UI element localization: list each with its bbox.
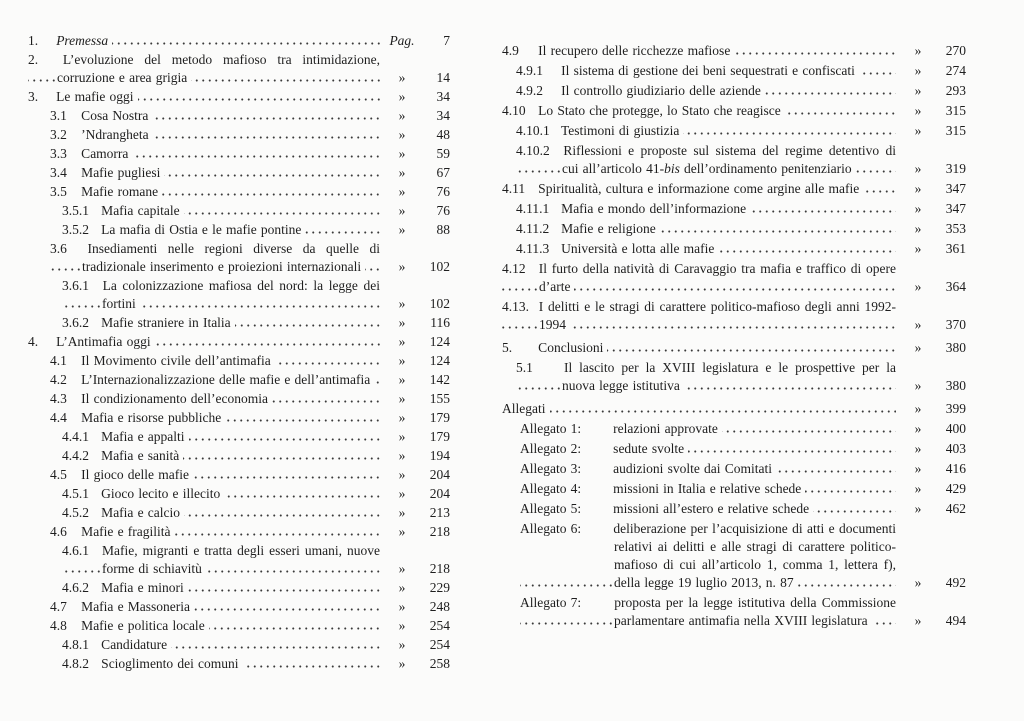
entry-title: 3.6 Insediamenti nelle regioni diverse da quelle di tradizionale inserimento e proiezioni internazionali (50, 241, 380, 274)
page-number: 88 (436, 222, 450, 237)
toc-entry (502, 82, 966, 100)
entry-number: 4.11.1 (516, 201, 550, 216)
page-column-marker: » (914, 421, 922, 436)
page-number: 76 (436, 184, 450, 199)
toc-entry (28, 617, 450, 635)
entry-number: 4.11.3 (516, 241, 550, 256)
page-column-marker: » (914, 340, 922, 355)
page-column-marker: » (914, 441, 922, 456)
page-number: 179 (429, 429, 450, 444)
toc-entry (502, 594, 966, 630)
toc-entry (502, 440, 966, 458)
page-column-marker: » (914, 575, 922, 590)
entry-title: 4.13. I delitti e le stragi di carattere politico-mafioso degli anni 1992-1994 (502, 299, 896, 332)
toc-entry (502, 102, 966, 120)
toc-entry (28, 240, 450, 276)
entry-title: 4.11.1 Mafia e mondo dell’informazione (516, 200, 896, 218)
page-number: 293 (945, 83, 966, 98)
entry-title: 4.9.2 Il controllo giudiziario delle aziende (516, 82, 896, 100)
entry-title: 4.9.1 Il sistema di gestione dei beni sequestrati e confiscati (516, 62, 896, 80)
entry-title: 3.6.1 La colonizzazione mafiosa del nord: la legge dei fortini (62, 278, 380, 311)
entry-number: Allegato 4: (520, 481, 582, 496)
toc-column-left (28, 26, 450, 721)
entry-number: 3.3 (50, 146, 67, 161)
page-number: 142 (429, 372, 450, 387)
page-number: 229 (429, 580, 450, 595)
page-column-marker: » (914, 201, 922, 216)
page-column-marker: » (398, 108, 406, 123)
page-number: 315 (945, 123, 966, 138)
entry-title: Allegato 7: proposta per la legge istitutiva della Commissione parlamentare antimafia nella XVIII legislatura (520, 595, 896, 628)
page-column-marker: » (914, 221, 922, 236)
entry-number: Allegato 2: (520, 441, 582, 456)
toc-entry (502, 62, 966, 80)
page-column-marker: » (914, 501, 922, 516)
entry-title: Allegato 3: audizioni svolte dai Comitati (520, 460, 896, 478)
toc-entry (28, 221, 450, 239)
page-column-marker: » (914, 161, 922, 176)
page-column-marker: » (398, 89, 406, 104)
page-column-marker: » (398, 372, 406, 387)
page-column-marker: » (398, 429, 406, 444)
entry-number: 4.6.1 (62, 543, 89, 558)
page-number: 347 (945, 201, 966, 216)
toc-entry (28, 542, 450, 578)
entry-number: 4.2 (50, 372, 67, 387)
page-number: 319 (945, 161, 966, 176)
entry-title: 5.1 Il lascito per la XVIII legislatura e le prospettive per la nuova legge istitutiva (516, 360, 896, 393)
toc-entry (502, 400, 966, 418)
toc-entry (28, 126, 450, 144)
entry-number: Allegato 7: (520, 595, 582, 610)
entry-title: Allegato 2: sedute svolte (520, 440, 896, 458)
entry-number: 4.9 (502, 43, 519, 58)
toc-entry (28, 655, 450, 673)
page-number: 218 (429, 561, 450, 576)
entry-number: 4.11.2 (516, 221, 550, 236)
entry-number: 4.6.2 (62, 580, 89, 595)
page-column-marker: » (398, 599, 406, 614)
entry-number: Allegato 1: (520, 421, 582, 436)
entry-number: Allegato 6: (520, 521, 582, 536)
toc-entry (28, 371, 450, 389)
page-number: 34 (436, 108, 450, 123)
entry-number: 3.1 (50, 108, 67, 123)
entry-number: 3.6.1 (62, 278, 89, 293)
toc-entry (502, 298, 966, 334)
toc-entry (28, 390, 450, 408)
entry-number: 4.8.2 (62, 656, 89, 671)
toc-entry (28, 428, 450, 446)
page-column-marker: » (914, 123, 922, 138)
entry-title: 3.5.2 La mafia di Ostia e le mafie pontine (62, 221, 380, 239)
toc-entry (502, 359, 966, 395)
page-column-marker: » (914, 241, 922, 256)
page-column-marker: » (914, 181, 922, 196)
entry-title: 4.7 Mafia e Massoneria (50, 598, 380, 616)
entry-title: Allegato 6: deliberazione per l’acquisizione di atti e documenti relativi ai delitti e alle stragi di carattere politico-mafioso di cui all’articolo 1, comma 1, lettera f), della legge 19 luglio 2013, n. 87 (520, 521, 896, 590)
entry-title: 4.6.2 Mafia e minori (62, 579, 380, 597)
page-number: 254 (429, 618, 450, 633)
toc-entry (28, 183, 450, 201)
page-number: 403 (945, 441, 966, 456)
entry-title: 4.11.3 Università e lotta alle mafie (516, 240, 896, 258)
page-column-marker: » (398, 315, 406, 330)
toc-entry (502, 122, 966, 140)
page-number: 380 (945, 378, 966, 393)
page-number: 204 (429, 486, 450, 501)
toc-entry (502, 240, 966, 258)
page-column-marker: » (398, 184, 406, 199)
entry-number: 4.10.2 (516, 143, 550, 158)
page-number: 364 (945, 279, 966, 294)
entry-number: 2. (28, 52, 39, 67)
entry-title: 2. L’evoluzione del metodo mafioso tra intimidazione, corruzione e area grigia (28, 52, 380, 85)
entry-number: 4.5.1 (62, 486, 89, 501)
entry-title: 4.5.1 Gioco lecito e illecito (62, 485, 380, 503)
page-column-marker: » (914, 461, 922, 476)
page-number: 492 (945, 575, 966, 590)
page-number: 218 (429, 524, 450, 539)
page-number: 155 (429, 391, 450, 406)
page-column-marker: » (398, 296, 406, 311)
toc-entry (28, 352, 450, 370)
entry-number: 5. (502, 340, 513, 355)
toc-entry (502, 142, 966, 178)
page-number: 254 (429, 637, 450, 652)
entry-number: 3.4 (50, 165, 67, 180)
toc-entry (502, 260, 966, 296)
page-column-marker: » (398, 637, 406, 652)
page-column-marker: » (398, 467, 406, 482)
page-number: 116 (430, 315, 450, 330)
page-column-marker: » (914, 613, 922, 628)
toc-entry (502, 520, 966, 592)
page-number: 274 (945, 63, 966, 78)
page-number: 59 (436, 146, 450, 161)
page-number: 347 (945, 181, 966, 196)
page-column-marker: » (398, 410, 406, 425)
page-column-marker: » (398, 656, 406, 671)
page-number: 34 (436, 89, 450, 104)
entry-title: 3.4 Mafie pugliesi (50, 164, 380, 182)
toc-column-right (502, 26, 966, 721)
page-column-marker: » (398, 165, 406, 180)
toc-entry (28, 145, 450, 163)
toc-entry (502, 180, 966, 198)
page-number: 179 (429, 410, 450, 425)
page-number: 380 (945, 340, 966, 355)
entry-number: 4.13. (502, 299, 529, 314)
page-number: 102 (429, 296, 450, 311)
entry-number: 3. (28, 89, 39, 104)
entry-title: 4.10 Lo Stato che protegge, lo Stato che reagisce (502, 102, 896, 120)
toc-entry (502, 200, 966, 218)
page-number: 315 (945, 103, 966, 118)
entry-number: 3.6 (50, 241, 67, 256)
entry-number: 4.11 (502, 181, 526, 196)
entry-number: 4.9.2 (516, 83, 543, 98)
page-number: 270 (945, 43, 966, 58)
page-number: 7 (443, 33, 450, 48)
toc-entry (28, 409, 450, 427)
toc-entry (28, 277, 450, 313)
entry-number: 3.6.2 (62, 315, 89, 330)
page-column-marker: » (398, 70, 406, 85)
entry-number: 4.1 (50, 353, 67, 368)
page-column-marker: » (914, 43, 922, 58)
toc-entry (28, 164, 450, 182)
toc-entry (28, 485, 450, 503)
toc-entry (502, 500, 966, 518)
entry-title: 4.8 Mafie e politica locale (50, 617, 380, 635)
toc-entry (28, 579, 450, 597)
page-number: 76 (436, 203, 450, 218)
entry-title: 1. Premessa (28, 32, 380, 50)
entry-title: 4.10.1 Testimoni di giustizia (516, 122, 896, 140)
entry-title: 4.5.2 Mafia e calcio (62, 504, 380, 522)
entry-number: 5.1 (516, 360, 533, 375)
page-column-marker: » (914, 378, 922, 393)
entry-number: 4.7 (50, 599, 67, 614)
entry-number: 1. (28, 33, 39, 48)
entry-number: 4.5 (50, 467, 67, 482)
page-number: 124 (429, 353, 450, 368)
toc-entry (28, 333, 450, 351)
page-number: 399 (945, 401, 966, 416)
entry-number: 3.2 (50, 127, 67, 142)
page-number: 67 (436, 165, 450, 180)
entry-title: 4.9 Il recupero delle ricchezze mafiose (502, 42, 896, 60)
page-number: 462 (945, 501, 966, 516)
page-column-marker: » (398, 561, 406, 576)
entry-number: 4.3 (50, 391, 67, 406)
entry-number: Allegato 3: (520, 461, 582, 476)
entry-title: 4.6.1 Mafie, migranti e tratta degli esseri umani, nuove forme di schiavitù (62, 543, 380, 576)
page-number: 194 (429, 448, 450, 463)
toc-entry (28, 32, 450, 50)
entry-number: 4.6 (50, 524, 67, 539)
toc-entry (502, 220, 966, 238)
entry-number: 3.5.2 (62, 222, 89, 237)
toc-entry (28, 466, 450, 484)
entry-number: 4. (28, 334, 39, 349)
entry-title: 4.11 Spiritualità, cultura e informazione come argine alle mafie (502, 180, 896, 198)
page-column-marker: » (398, 353, 406, 368)
entry-title: 4.4.1 Mafia e appalti (62, 428, 380, 446)
toc-entry (28, 598, 450, 616)
entry-title: 4. L’Antimafia oggi (28, 333, 380, 351)
page-column-marker: » (398, 618, 406, 633)
entry-number: 4.12 (502, 261, 526, 276)
page-column-marker: » (398, 203, 406, 218)
entry-title: Allegato 1: relazioni approvate (520, 420, 896, 438)
entry-title: 3.3 Camorra (50, 145, 380, 163)
page-column-marker: » (398, 222, 406, 237)
toc-entry (502, 420, 966, 438)
page-column-marker: » (398, 259, 406, 274)
entry-number: 3.5.1 (62, 203, 89, 218)
entry-title: 4.8.2 Scioglimento dei comuni (62, 655, 380, 673)
page-column-marker: » (398, 334, 406, 349)
page-column-marker: » (914, 279, 922, 294)
toc-entry (28, 523, 450, 541)
toc-entry (28, 88, 450, 106)
entry-title: Allegato 4: missioni in Italia e relative schede (520, 480, 896, 498)
entry-title: 4.3 Il condizionamento dell’economia (50, 390, 380, 408)
page-number: 370 (945, 317, 966, 332)
page-column-marker: » (398, 391, 406, 406)
page-number: 14 (436, 70, 450, 85)
entry-title: 4.8.1 Candidature (62, 636, 380, 654)
entry-title: Allegato 5: missioni all’estero e relative schede (520, 500, 896, 518)
page-number: 102 (429, 259, 450, 274)
entry-number: 4.10.1 (516, 123, 550, 138)
toc-entry (28, 447, 450, 465)
page-column-marker: » (398, 448, 406, 463)
toc-entry (28, 504, 450, 522)
page-column-marker: » (914, 317, 922, 332)
page-column-marker: Pag. (389, 33, 415, 48)
page-number: 48 (436, 127, 450, 142)
entry-title: 3.5.1 Mafia capitale (62, 202, 380, 220)
page-column-marker: » (398, 486, 406, 501)
toc-entry (28, 51, 450, 87)
toc-entry (502, 339, 966, 357)
entry-number: 4.8 (50, 618, 67, 633)
page-number: 416 (945, 461, 966, 476)
entry-number: 4.10 (502, 103, 526, 118)
page-number: 248 (429, 599, 450, 614)
page-number: 258 (429, 656, 450, 671)
page-number: 204 (429, 467, 450, 482)
entry-number: 4.9.1 (516, 63, 543, 78)
page-column-marker: » (914, 63, 922, 78)
page-column-marker: » (398, 146, 406, 161)
entry-title: 4.5 Il gioco delle mafie (50, 466, 380, 484)
page-column-marker: » (914, 481, 922, 496)
entry-title: 3.6.2 Mafie straniere in Italia (62, 314, 380, 332)
toc-entry (28, 202, 450, 220)
page-column-marker: » (914, 103, 922, 118)
page-number: 124 (429, 334, 450, 349)
toc-entry (28, 636, 450, 654)
entry-title: 4.12 Il furto della natività di Caravaggio tra mafia e traffico di opere d’arte (502, 261, 896, 294)
toc-entry (28, 314, 450, 332)
entry-title: 4.2 L’Internazionalizzazione delle mafie e dell’antimafia (50, 371, 380, 389)
page-column-marker: » (914, 83, 922, 98)
entry-number: 4.4.1 (62, 429, 89, 444)
page-number: 353 (945, 221, 966, 236)
page-column-marker: » (398, 580, 406, 595)
toc-entry (502, 42, 966, 60)
entry-title: Allegati (502, 400, 896, 418)
entry-number: 4.4.2 (62, 448, 89, 463)
entry-title: 5. Conclusioni (502, 339, 896, 357)
toc-entry (28, 107, 450, 125)
toc-entry (502, 480, 966, 498)
page-column-marker: » (398, 505, 406, 520)
entry-title: 3.1 Cosa Nostra (50, 107, 380, 125)
page-number: 361 (945, 241, 966, 256)
entry-number: Allegato 5: (520, 501, 582, 516)
entry-number: 4.5.2 (62, 505, 89, 520)
entry-number: 4.4 (50, 410, 67, 425)
entry-title: 4.10.2 Riflessioni e proposte sul sistema del regime detentivo di cui all’articolo 41-bis dell’ordinamento penitenziario (516, 143, 896, 176)
entry-title: 4.1 Il Movimento civile dell’antimafia (50, 352, 380, 370)
entry-title: 4.6 Mafie e fragilità (50, 523, 380, 541)
entry-title: 4.11.2 Mafie e religione (516, 220, 896, 238)
page-number: 494 (945, 613, 966, 628)
page-number: 400 (945, 421, 966, 436)
page-column-marker: » (398, 524, 406, 539)
entry-title: 4.4 Mafia e risorse pubbliche (50, 409, 380, 427)
entry-title: 3.2 ’Ndrangheta (50, 126, 380, 144)
page-number: 429 (945, 481, 966, 496)
entry-title: 4.4.2 Mafia e sanità (62, 447, 380, 465)
page-number: 213 (429, 505, 450, 520)
entry-number: 4.8.1 (62, 637, 89, 652)
entry-number: 3.5 (50, 184, 67, 199)
page-column-marker: » (398, 127, 406, 142)
entry-title: 3. Le mafie oggi (28, 88, 380, 106)
page-column-marker: » (914, 401, 922, 416)
entry-title: 3.5 Mafie romane (50, 183, 380, 201)
toc-entry (502, 460, 966, 478)
